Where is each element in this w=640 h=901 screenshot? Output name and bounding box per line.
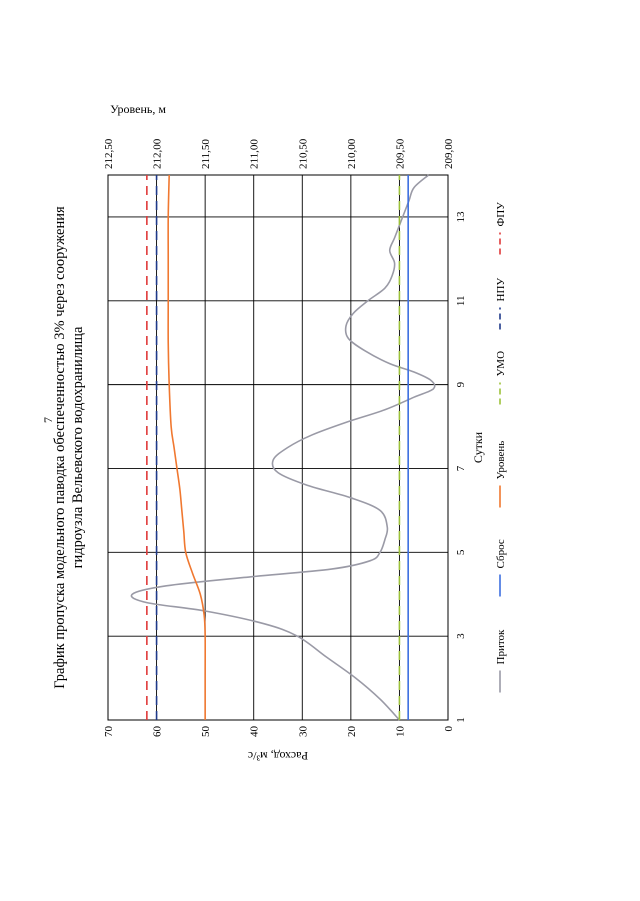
x-tick-label: 9 (455, 381, 467, 388)
legend-label: Сброс (495, 539, 507, 569)
y-left-tick-label: 30 (297, 726, 310, 737)
legend (495, 202, 507, 693)
x-tick-label: 7 (455, 465, 467, 472)
x-tick-label: 1 (455, 717, 467, 723)
legend-item (495, 202, 507, 255)
y-left-tick-label: 10 (394, 726, 407, 737)
y-left-tick-label: 0 (443, 726, 455, 732)
chart-root (52, 102, 507, 763)
y-left-tick-label: 70 (103, 726, 115, 737)
y-left-tick-label: 60 (151, 726, 164, 737)
legend-label: НПУ (495, 277, 507, 302)
page-number: 7 (41, 417, 55, 423)
y-right-tick-label: 212,00 (151, 138, 164, 169)
y-right-tick-label: 210,00 (345, 138, 358, 169)
y-right-tick-label: 211,00 (248, 139, 261, 169)
series-line-Приток (131, 175, 434, 720)
legend-item (495, 441, 507, 508)
y-right-tick-label: 212,50 (103, 138, 115, 169)
legend-label: УМО (495, 350, 507, 377)
plot-group (52, 102, 507, 763)
legend-label: ФПУ (495, 202, 507, 227)
plot-frame (108, 175, 448, 720)
y-left-tick-label: 50 (200, 726, 213, 737)
x-axis-label: Сутки (471, 431, 485, 464)
x-tick-label: 13 (455, 211, 467, 223)
y-left-tick-label: 20 (345, 726, 358, 737)
x-tick-label: 5 (455, 549, 467, 556)
y-right-tick-label: 210,50 (297, 138, 310, 169)
legend-label: Приток (495, 629, 507, 665)
chart-title-line-2: гидроузла Вельевского водохранилища (70, 326, 86, 569)
y-right-axis-label: Уровень, м (110, 102, 166, 116)
x-tick-label: 11 (455, 295, 467, 307)
legend-item (495, 278, 507, 330)
legend-item (495, 539, 507, 596)
y-left-axis-label: Расход, м³/с (247, 749, 309, 763)
x-tick-label: 3 (455, 633, 467, 639)
chart-title-line-1: График пропуска модельного паводка обеспеченностью 3% через сооружения (52, 206, 68, 689)
y-left-tick-label: 40 (248, 726, 261, 737)
legend-item (495, 629, 507, 692)
legend-item (495, 351, 507, 405)
y-right-tick-label: 209,50 (394, 138, 407, 169)
y-right-tick-label: 209,00 (443, 138, 455, 169)
series-line-Уровень (168, 175, 205, 720)
y-right-tick-label: 211,50 (200, 139, 213, 169)
legend-label: Уровень (495, 440, 507, 480)
